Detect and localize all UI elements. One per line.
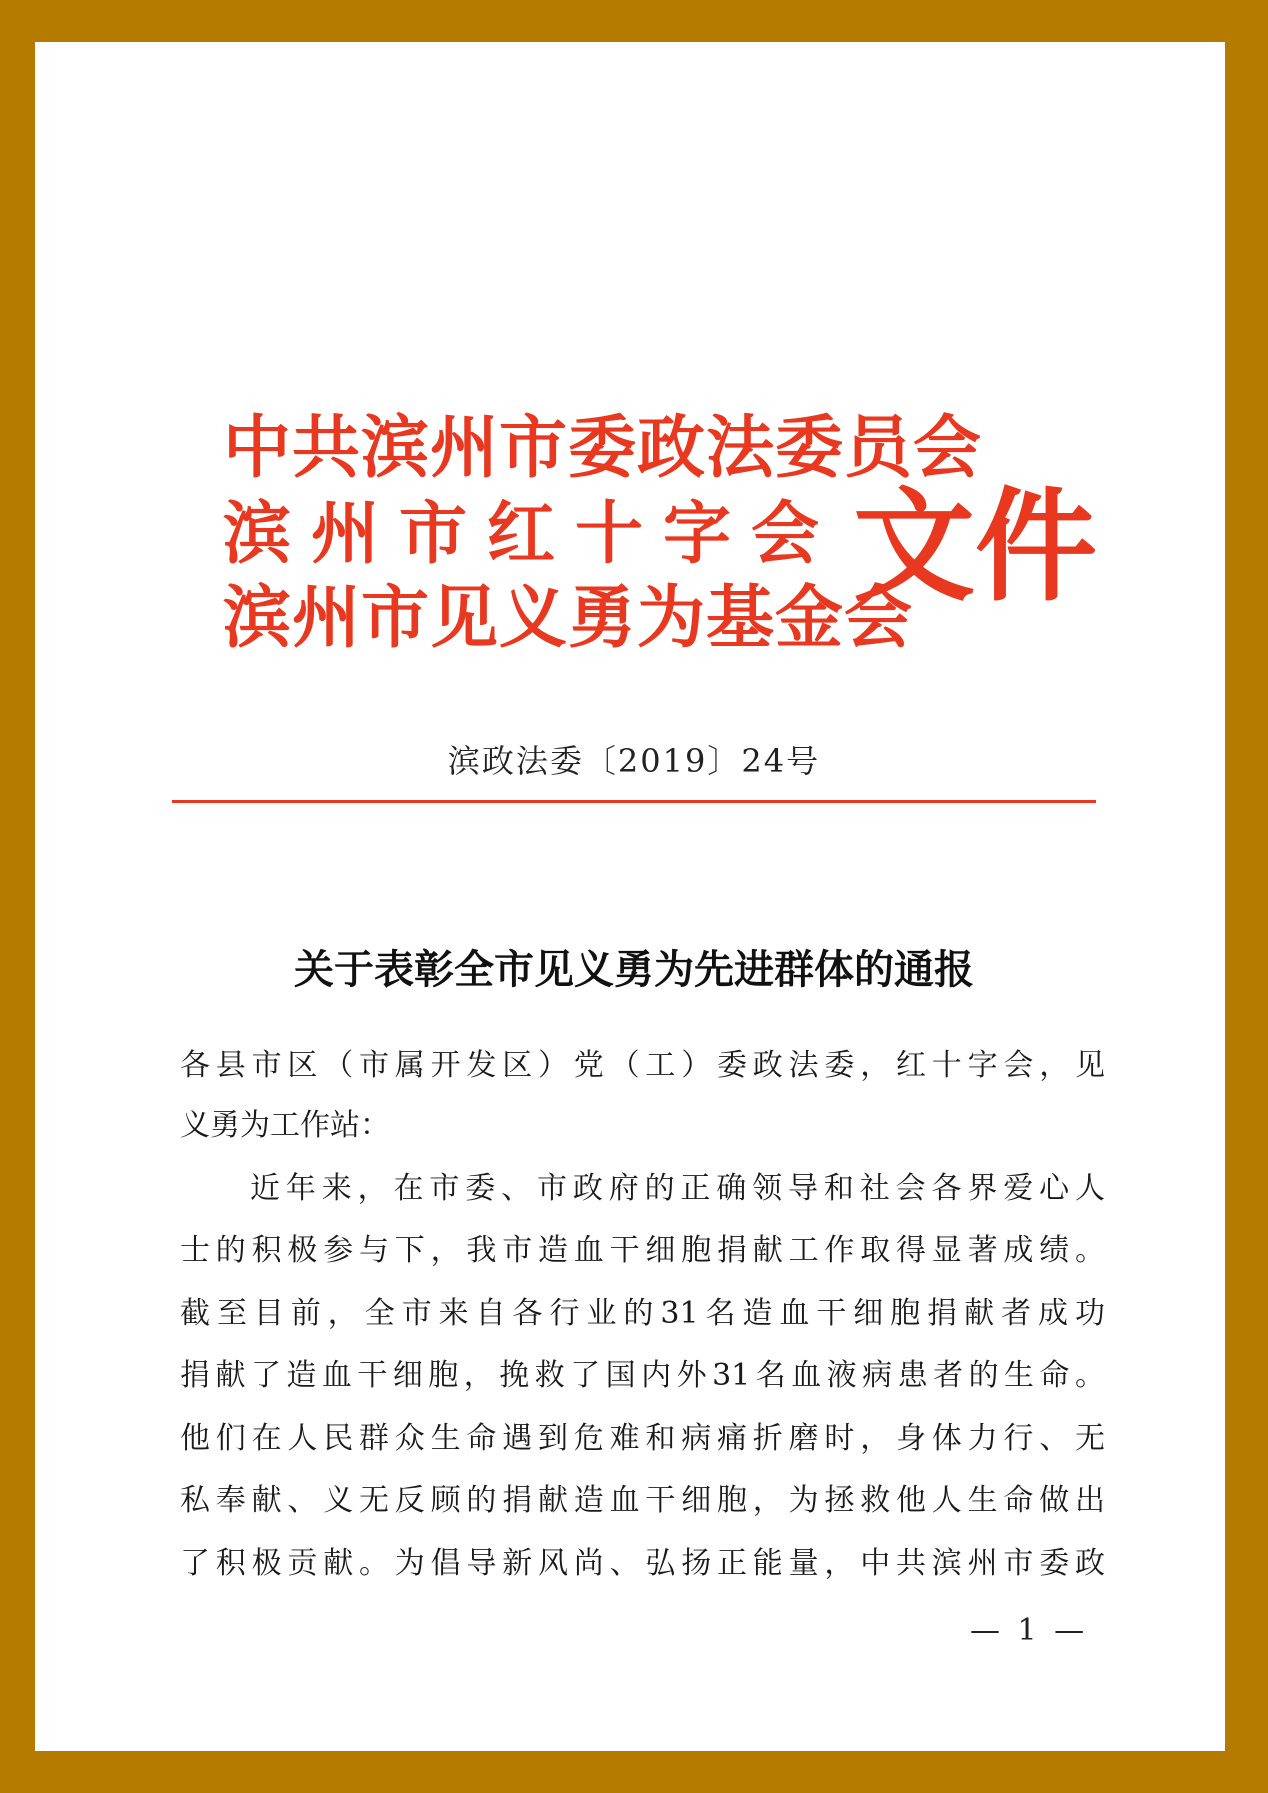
body-text-line: 士的积极参与下，我市造血干细胞捐献工作取得显著成绩。 xyxy=(180,1233,1105,1268)
body-text-line: 他们在人民群众生命遇到危难和病痛折磨时，身体力行、无 xyxy=(180,1421,1105,1456)
document-type-label: 文件 xyxy=(853,474,1097,618)
document-title: 关于表彰全市见义勇为先进群体的通报 xyxy=(294,946,974,993)
salutation-line: 义勇为工作站： xyxy=(180,1108,390,1143)
body-text-line: 私奉献、义无反顾的捐献造血干细胞，为拯救他人生命做出 xyxy=(180,1483,1105,1518)
body-text-line: 捐献了造血干细胞，挽救了国内外31名血液病患者的生命。 xyxy=(180,1358,1105,1393)
document-number: 滨政法委〔2019〕24号 xyxy=(447,742,821,780)
issuer-line-3: 滨州市见义勇为基金会 xyxy=(223,578,914,658)
page-number: — 1 — xyxy=(970,1613,1089,1648)
salutation-line: 各县市区（市属开发区）党（工）委政法委，红十字会，见 xyxy=(180,1048,1105,1083)
body-text-line: 截至目前，全市来自各行业的31名造血干细胞捐献者成功 xyxy=(180,1296,1105,1331)
body-text-line: 近年来，在市委、市政府的正确领导和社会各界爱心人 xyxy=(250,1171,1105,1206)
issuer-line-1: 中共滨州市委政法委员会 xyxy=(223,408,983,488)
red-divider xyxy=(172,800,1096,803)
issuer-line-2: 滨州市红十字会 xyxy=(223,494,840,574)
body-text-line: 了积极贡献。为倡导新风尚、弘扬正能量，中共滨州市委政 xyxy=(180,1546,1105,1581)
